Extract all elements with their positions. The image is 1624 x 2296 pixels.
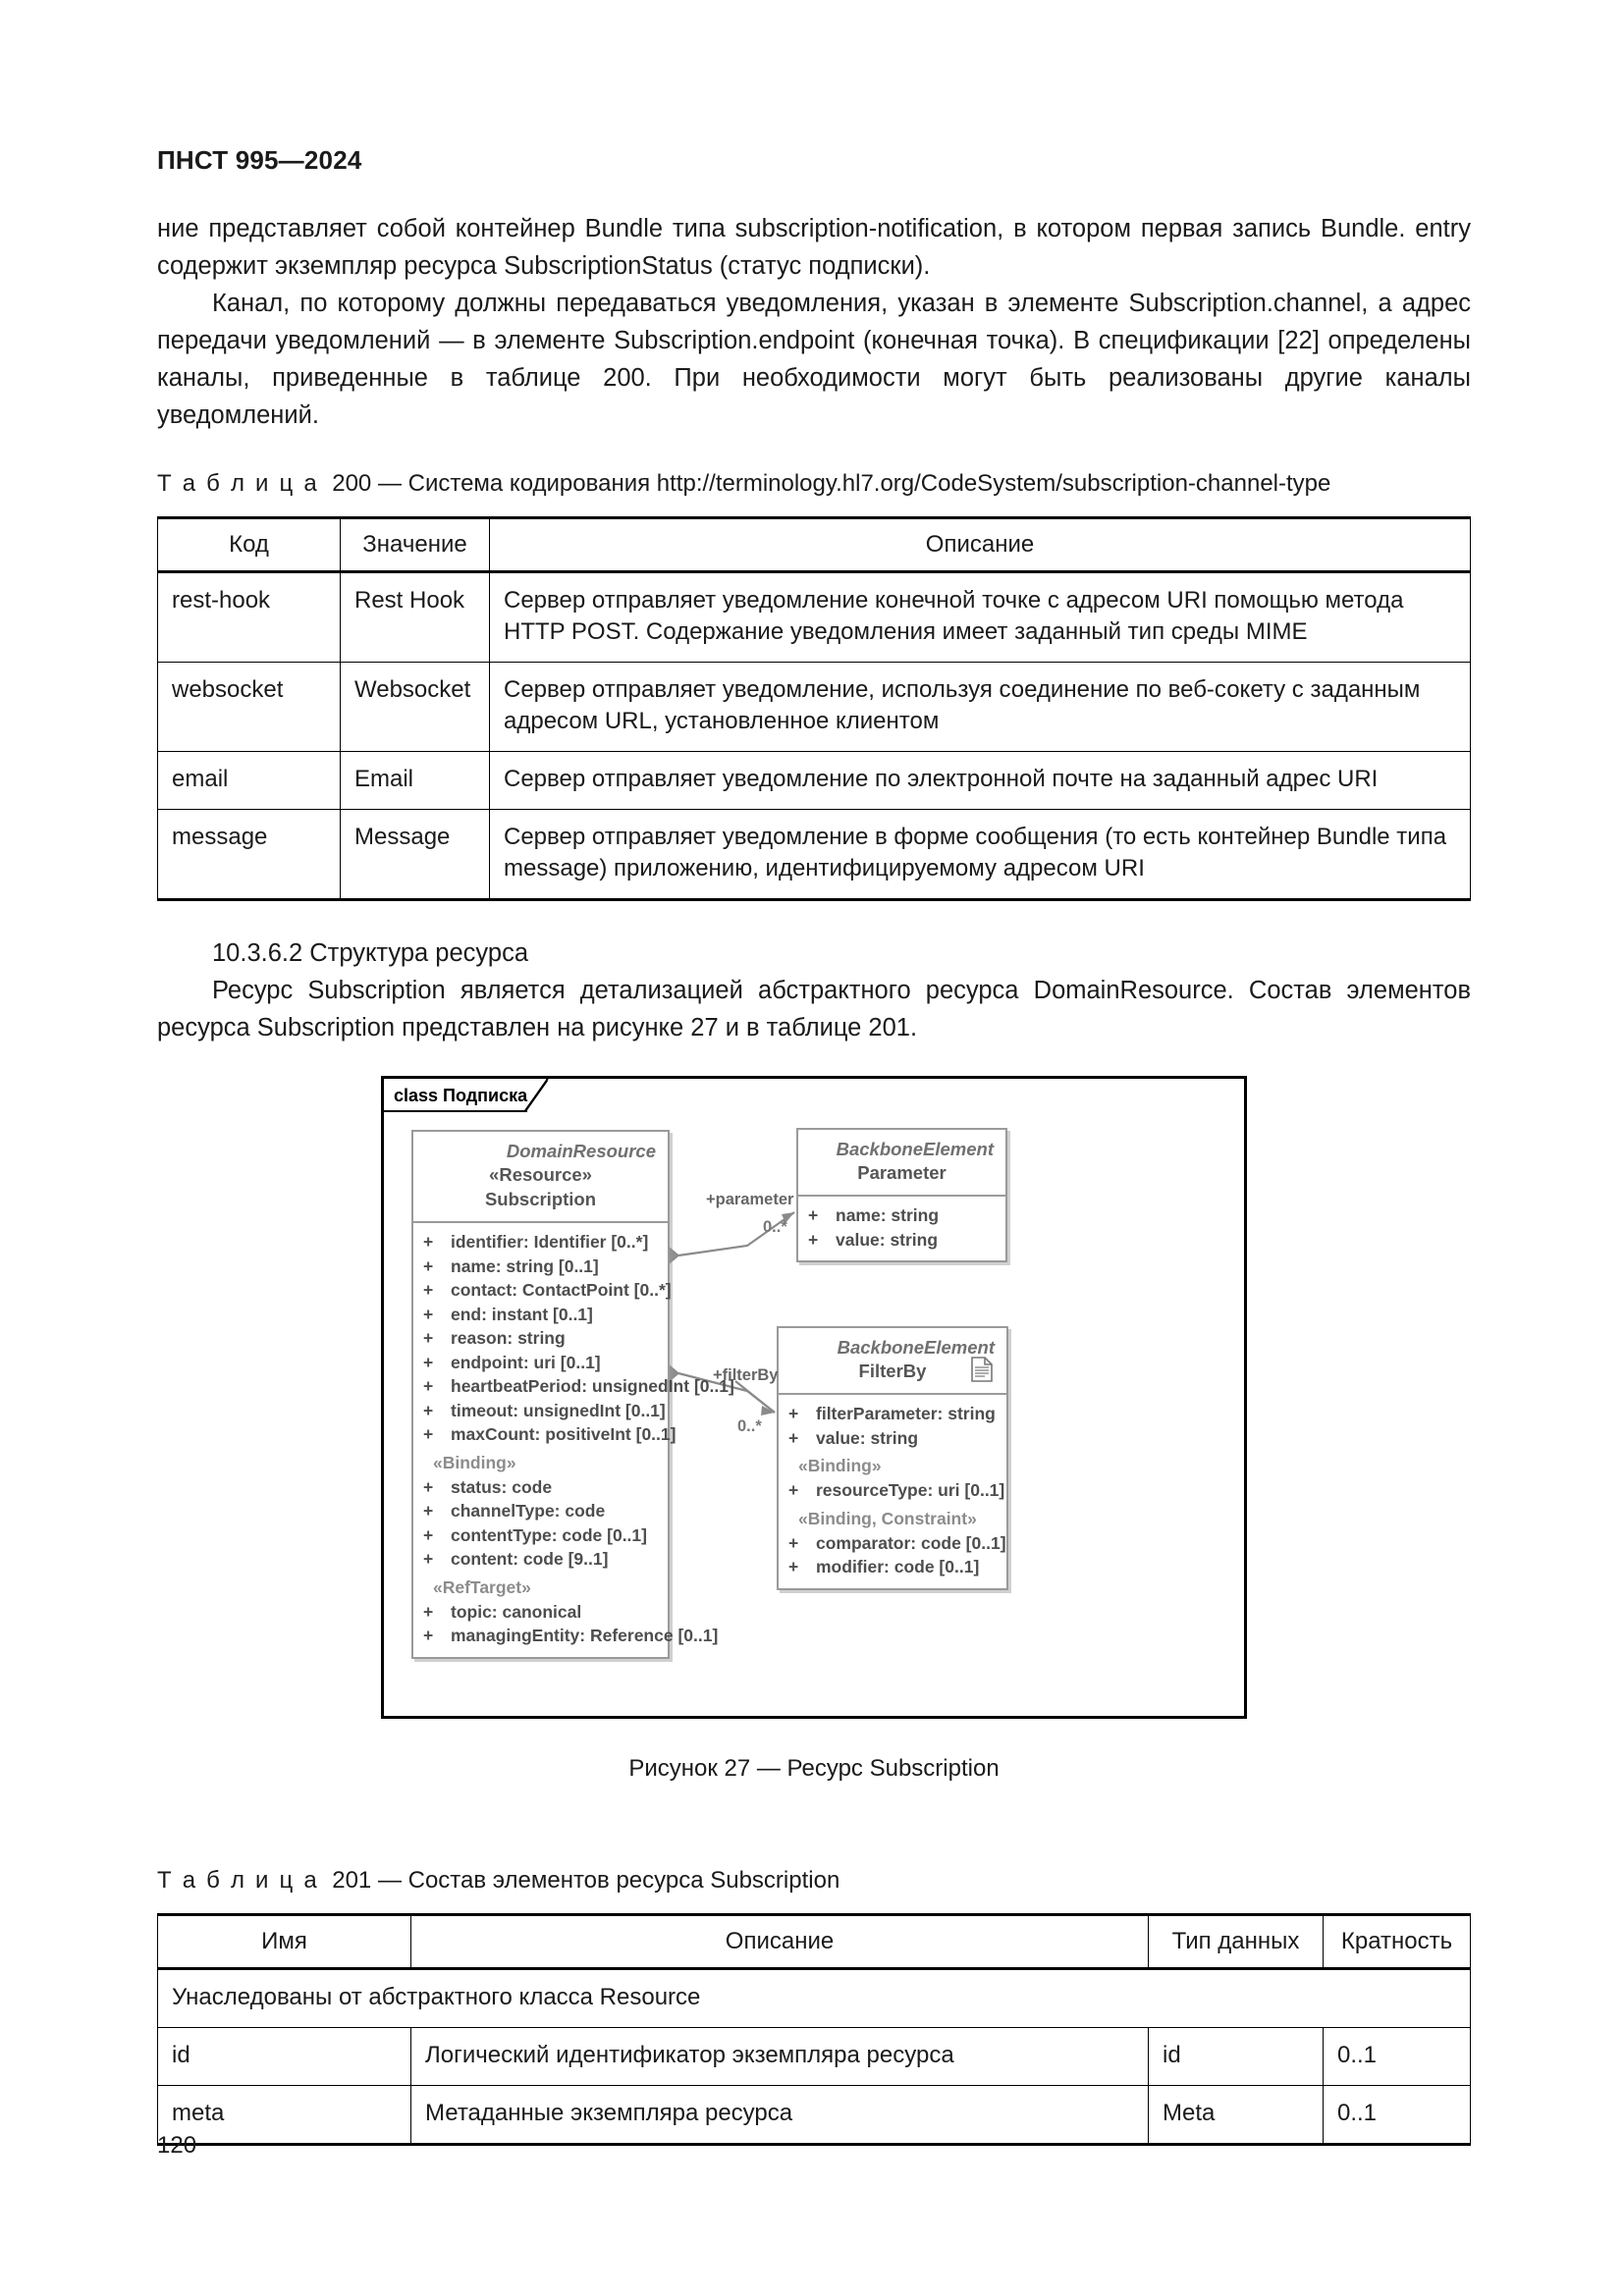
table-200	[157, 516, 1471, 901]
uml-class-filterby-name: FilterBy	[858, 1361, 927, 1381]
table-200-cell-value: Websocket	[341, 663, 490, 752]
table-row	[158, 572, 1471, 663]
table-row	[158, 2086, 1471, 2145]
uml-class-filterby	[777, 1326, 1008, 1590]
uml-class-filterby-header	[779, 1328, 1006, 1395]
visibility-public-icon: +	[788, 1404, 799, 1423]
table-200-cell-value: Rest Hook	[341, 572, 490, 663]
uml-attribute-text: contact: ContactPoint [0..*]	[451, 1280, 672, 1300]
uml-attribute-text: name: string	[836, 1205, 940, 1225]
uml-attribute-text: endpoint: uri [0..1]	[451, 1352, 601, 1372]
table-row	[158, 752, 1471, 810]
uml-attribute-text: maxCount: positiveInt [0..1]	[451, 1424, 677, 1444]
uml-class-subscription-attributes	[413, 1223, 734, 1657]
table-200-caption-text: Система кодирования http://terminology.hl7.org/CodeSystem/subscription-channel-type	[407, 470, 1331, 497]
uml-attribute-text: heartbeatPeriod: unsignedInt [0..1]	[451, 1376, 734, 1396]
table-row	[158, 663, 1471, 752]
uml-attribute-text: managingEntity: Reference [0..1]	[451, 1626, 719, 1645]
visibility-public-icon: +	[788, 1532, 799, 1553]
uml-class-parameter-name: Parameter	[857, 1162, 947, 1183]
uml-class-subscription	[411, 1130, 734, 1659]
visibility-public-icon: +	[423, 1232, 434, 1252]
visibility-public-icon: +	[423, 1304, 434, 1324]
visibility-public-icon: +	[423, 1255, 434, 1276]
uml-attribute-text: value: string	[816, 1427, 919, 1448]
uml-class-filterby-name-row	[790, 1359, 995, 1383]
uml-attribute-text: channelType: code	[451, 1501, 606, 1521]
table-200-cell-description: Сервер отправляет уведомление в форме сообщения (то есть контейнер Bundle типа message) приложению, идентифицируемому адресом URI	[490, 810, 1471, 900]
table-201-cell-type: Meta	[1149, 2086, 1324, 2145]
table-201-caption-number: 201	[332, 1867, 372, 1894]
table-201-caption-dash: —	[377, 1867, 402, 1894]
table-201-cell-name: meta	[158, 2086, 411, 2145]
uml-attribute	[788, 1402, 997, 1426]
table-201-cell-cardinality: 0..1	[1324, 2086, 1471, 2145]
uml-attribute	[423, 1624, 719, 1648]
connector-mult-parameter: 0..*	[763, 1218, 787, 1236]
uml-attribute	[423, 1499, 658, 1523]
uml-class-subscription-name: Subscription	[484, 1189, 597, 1209]
visibility-public-icon: +	[423, 1626, 434, 1645]
page-number: 120	[157, 2132, 197, 2159]
visibility-public-icon: +	[423, 1601, 434, 1622]
table-200-cell-code: message	[158, 810, 341, 900]
table-201-col-name: Имя	[158, 1915, 411, 1969]
table-201-col-cardinality: Кратность	[1324, 1915, 1471, 1969]
uml-attribute	[788, 1478, 1005, 1503]
uml-attribute	[423, 1600, 658, 1625]
table-201-cell-cardinality: 0..1	[1324, 2028, 1471, 2086]
page-content	[157, 0, 1471, 2146]
table-201-cell-description: Логический идентификатор экземпляра ресурса	[411, 2028, 1149, 2086]
uml-attribute	[423, 1278, 672, 1303]
visibility-public-icon: +	[423, 1549, 434, 1569]
visibility-public-icon: +	[808, 1229, 819, 1250]
table-200-cell-value: Message	[341, 810, 490, 900]
table-200-cell-description: Сервер отправляет уведомление конечной точке с адресом URI помощью метода HTTP POST. Содержание уведомления имеет заданный тип среды MIME	[490, 572, 1471, 663]
visibility-public-icon: +	[423, 1280, 434, 1300]
figure-27-caption: Рисунок 27 — Ресурс Subscription	[628, 1755, 1000, 1782]
uml-attribute-text: content: code [9..1]	[451, 1549, 609, 1569]
uml-group-binding-label: «Binding»	[433, 1452, 516, 1472]
table-201-col-description: Описание	[411, 1915, 1149, 1969]
table-200-col-code: Код	[158, 518, 341, 572]
document-note-icon	[971, 1357, 993, 1388]
table-200-cell-code: websocket	[158, 663, 341, 752]
uml-attribute-text: contentType: code [0..1]	[451, 1524, 647, 1545]
uml-attribute	[808, 1203, 996, 1228]
table-201-group-row	[158, 1969, 1471, 2028]
uml-class-parameter	[796, 1128, 1007, 1262]
uml-attribute-text: topic: canonical	[451, 1601, 582, 1622]
uml-group-binding-label: «Binding»	[798, 1456, 882, 1475]
uml-attribute-text: resourceType: uri [0..1]	[816, 1480, 1005, 1500]
table-201-group-label: Унаследованы от абстрактного класса Resource	[158, 1969, 1471, 2028]
paragraph-3: Ресурс Subscription является детализацией абстрактного ресурса DomainResource. Состав элементов ресурса Subscription представлен на рисунке 27 и в таблице 201.	[157, 977, 1471, 1041]
table-200-caption-label: Т а б л и ц а	[157, 470, 319, 497]
table-row	[158, 2028, 1471, 2086]
visibility-public-icon: +	[423, 1501, 434, 1521]
visibility-public-icon: +	[423, 1376, 434, 1396]
uml-attribute-text: modifier: code [0..1]	[816, 1557, 980, 1576]
uml-attribute	[423, 1475, 658, 1500]
uml-frame-label-text: class Подписка	[394, 1086, 528, 1105]
paragraph-2: Канал, по которому должны передаваться уведомления, указан в элементе Subscription.channel, а адрес передачи уведомлений — в элементе Subscription.endpoint (конечная точка). В спецификации [22] определены каналы, приведенные в таблице 200. При необходимости могут быть реализованы другие каналы уведомлений.	[157, 290, 1471, 429]
uml-attribute	[423, 1399, 666, 1423]
uml-attribute	[423, 1422, 677, 1447]
visibility-public-icon: +	[423, 1400, 434, 1420]
table-200-cell-description: Сервер отправляет уведомление по электронной почте на заданный адрес URI	[490, 752, 1471, 810]
uml-attribute-text: comparator: code [0..1]	[816, 1532, 1006, 1553]
uml-attribute-text: value: string	[836, 1229, 939, 1250]
visibility-public-icon: +	[423, 1328, 434, 1348]
uml-group-binding-constraint-label: «Binding, Constraint»	[798, 1508, 977, 1528]
uml-attribute-text: identifier: Identifier [0..*]	[451, 1232, 649, 1252]
uml-class-filterby-type: BackboneElement	[837, 1337, 995, 1358]
connector-mult-filterby: 0..*	[737, 1417, 762, 1435]
visibility-public-icon: +	[423, 1352, 434, 1372]
figure-27	[157, 1076, 1471, 1719]
table-200-caption-dash: —	[377, 470, 402, 497]
table-201-cell-name: id	[158, 2028, 411, 2086]
table-200-cell-value: Email	[341, 752, 490, 810]
uml-attribute	[423, 1303, 658, 1327]
uml-attribute	[423, 1547, 658, 1572]
table-200-col-description: Описание	[490, 518, 1471, 572]
connector-label-filterby: +filterBy	[713, 1366, 779, 1384]
uml-group-reftarget-label: «RefTarget»	[433, 1576, 531, 1597]
table-201	[157, 1913, 1471, 2146]
table-201-cell-description: Метаданные экземпляра ресурса	[411, 2086, 1149, 2145]
uml-class-filterby-attributes	[779, 1395, 1006, 1588]
uml-class-parameter-attributes	[798, 1197, 1005, 1260]
table-row	[158, 810, 1471, 900]
table-200-cell-code: email	[158, 752, 341, 810]
table-201-caption-label: Т а б л и ц а	[157, 1867, 319, 1894]
table-200-caption	[157, 467, 1471, 501]
table-200-cell-description: Сервер отправляет уведомление, используя соединение по веб-сокету с заданным адресом URL, установленное клиентом	[490, 663, 1471, 752]
uml-attribute-text: reason: string	[451, 1328, 566, 1348]
uml-attribute-text: status: code	[451, 1476, 553, 1497]
uml-class-subscription-type: DomainResource	[506, 1141, 656, 1161]
visibility-public-icon: +	[423, 1476, 434, 1497]
uml-class-parameter-type: BackboneElement	[836, 1139, 994, 1159]
section-heading-10-3-6-2: 10.3.6.2 Структура ресурса	[212, 939, 528, 967]
uml-class-subscription-header	[413, 1132, 668, 1223]
visibility-public-icon: +	[423, 1524, 434, 1545]
visibility-public-icon: +	[788, 1480, 799, 1500]
uml-attribute-text: name: string [0..1]	[451, 1255, 599, 1276]
visibility-public-icon: +	[788, 1427, 799, 1448]
uml-attribute	[423, 1326, 658, 1351]
uml-class-subscription-stereotype: «Resource»	[489, 1164, 592, 1185]
table-201-caption-text: Состав элементов ресурса Subscription	[407, 1867, 840, 1894]
table-200-caption-number: 200	[332, 470, 372, 497]
uml-attribute	[788, 1426, 997, 1451]
uml-diagram-frame	[381, 1076, 1247, 1719]
document-standard-header: ПНСТ 995—2024	[157, 145, 362, 175]
paragraph-1: ние представляет собой контейнер Bundle типа subscription-notification, в котором первая запись Bundle. entry содержит экземпляр ресурса SubscriptionStatus (статус подписки).	[157, 215, 1471, 280]
uml-attribute-text: timeout: unsignedInt [0..1]	[451, 1400, 666, 1420]
table-201-cell-type: id	[1149, 2028, 1324, 2086]
visibility-public-icon: +	[788, 1557, 799, 1576]
uml-attribute	[423, 1374, 734, 1399]
uml-attribute-text: end: instant [0..1]	[451, 1304, 593, 1324]
uml-attribute	[788, 1555, 997, 1579]
table-201-col-type: Тип данных	[1149, 1915, 1324, 1969]
table-200-cell-code: rest-hook	[158, 572, 341, 663]
uml-attribute	[788, 1531, 1006, 1556]
uml-attribute	[423, 1255, 658, 1279]
uml-attribute	[423, 1523, 658, 1548]
connector-label-parameter: +parameter	[706, 1191, 794, 1208]
table-201-header-row	[158, 1915, 1471, 1969]
visibility-public-icon: +	[423, 1424, 434, 1444]
table-200-col-value: Значение	[341, 518, 490, 572]
uml-attribute-text: filterParameter: string	[816, 1404, 996, 1423]
uml-attribute	[423, 1230, 658, 1255]
uml-attribute	[423, 1351, 658, 1375]
visibility-public-icon: +	[808, 1205, 819, 1225]
uml-attribute	[808, 1228, 996, 1253]
table-201-caption	[157, 1864, 1471, 1897]
uml-class-parameter-header	[798, 1130, 1005, 1197]
table-200-header-row	[158, 518, 1471, 572]
